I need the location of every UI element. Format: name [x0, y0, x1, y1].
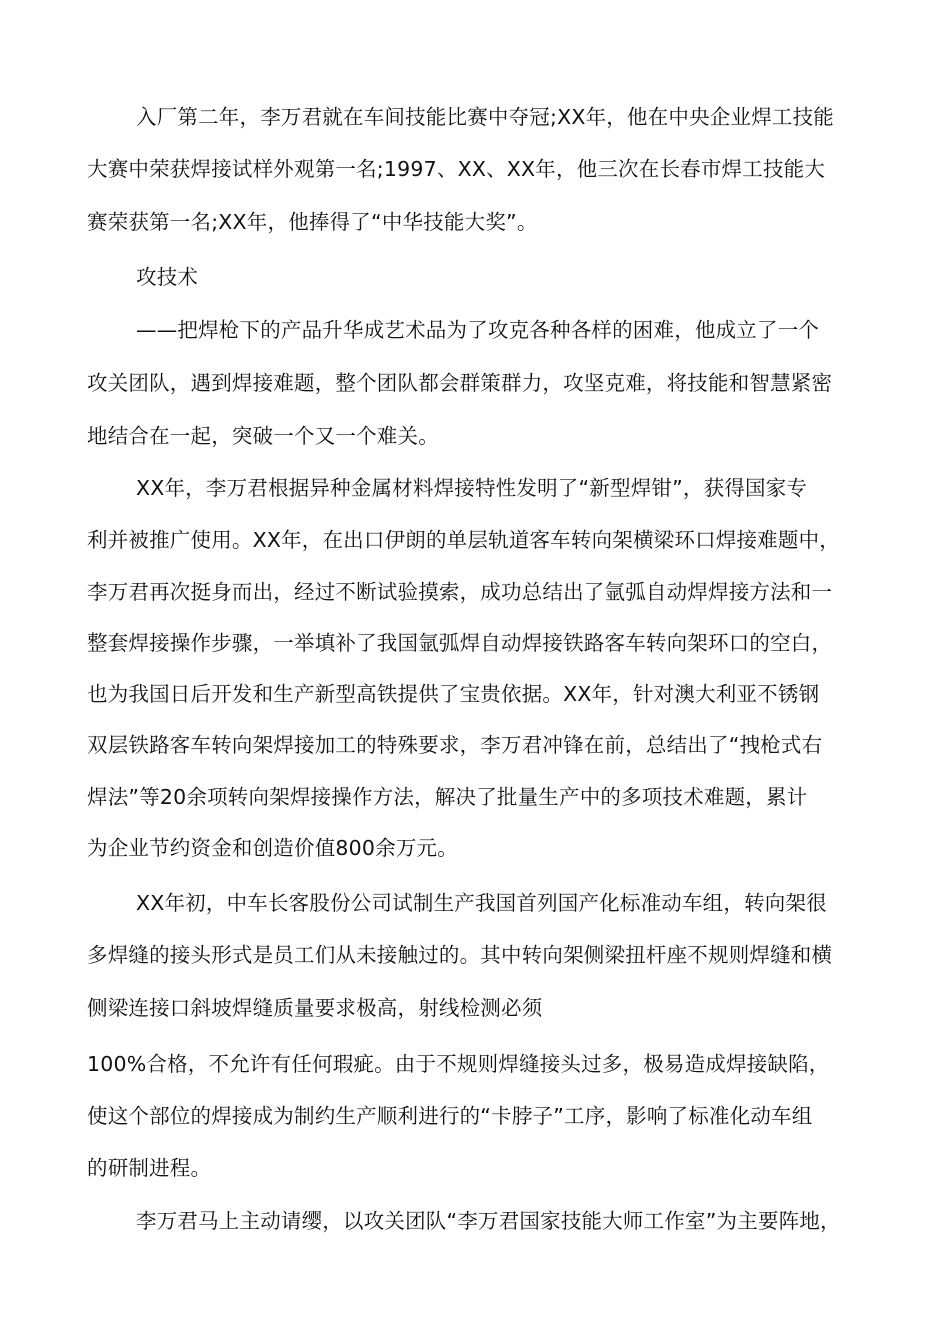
- text-line: 双层铁路客车转向架焊接加工的特殊要求，李万君冲锋在前，总结出了“拽枪式右: [87, 733, 823, 757]
- text-line: 地结合在一起，突破一个又一个难关。: [87, 424, 439, 448]
- text-line: 赛荣获第一名;XX年，他捧得了“中华技能大奖”。: [87, 210, 538, 234]
- text-line: 焊法”等20余项转向架焊接操作方法，解决了批量生产中的多项技术难题，累计: [87, 785, 808, 809]
- text-line: 100%合格，不允许有任何瑕疵。由于不规则焊缝接头过多，极易造成焊接缺陷，: [87, 1052, 830, 1076]
- text-line: 利并被推广使用。XX年，在出口伊朗的单层轨道客车转向架横梁环口焊接难题中，: [87, 528, 840, 552]
- text-line: ——把焊枪下的产品升华成艺术品为了攻克各种各样的困难，他成立了一个: [136, 318, 820, 342]
- text-line: 侧梁连接口斜坡焊缝质量要求极高，射线检测必须: [87, 996, 543, 1020]
- text-line: 李万君马上主动请缨，以攻关团队“李万君国家技能大师工作室”为主要阵地，: [136, 1209, 841, 1233]
- text-line: 整套焊接操作步骤，一举填补了我国氩弧焊自动焊接铁路客车转向架环口的空白，: [87, 631, 833, 655]
- section-heading: 攻技术: [136, 265, 199, 289]
- text-line: 大赛中荣获焊接试样外观第一名;1997、XX、XX年，他三次在长春市焊工技能大: [87, 157, 826, 181]
- text-line: 入厂第二年，李万君就在车间技能比赛中夺冠;XX年，他在中央企业焊工技能: [136, 105, 834, 129]
- text-line: 多焊缝的接头形式是员工们从未接触过的。其中转向架侧梁扭杆座不规则焊缝和横: [87, 943, 833, 967]
- text-line: XX年，李万君根据异种金属材料焊接特性发明了“新型焊钳”，获得国家专: [136, 476, 808, 500]
- text-line: XX年初，中车长客股份公司试制生产我国首列国产化标准动车组，转向架很: [136, 891, 827, 915]
- text-line: 为企业节约资金和创造价值800余万元。: [87, 836, 458, 860]
- text-line: 使这个部位的焊接成为制约生产顺利进行的“卡脖子”工序，影响了标准化动车组: [87, 1104, 813, 1128]
- text-line: 攻关团队，遇到焊接难题，整个团队都会群策群力，攻坚克难，将技能和智慧紧密: [87, 371, 833, 395]
- text-line: 的研制进程。: [87, 1156, 212, 1180]
- text-line: 李万君再次挺身而出，经过不断试验摸索，成功总结出了氩弧自动焊焊接方法和一: [87, 580, 833, 604]
- text-line: 也为我国日后开发和生产新型高铁提供了宝贵依据。XX年，针对澳大利亚不锈钢: [87, 682, 820, 706]
